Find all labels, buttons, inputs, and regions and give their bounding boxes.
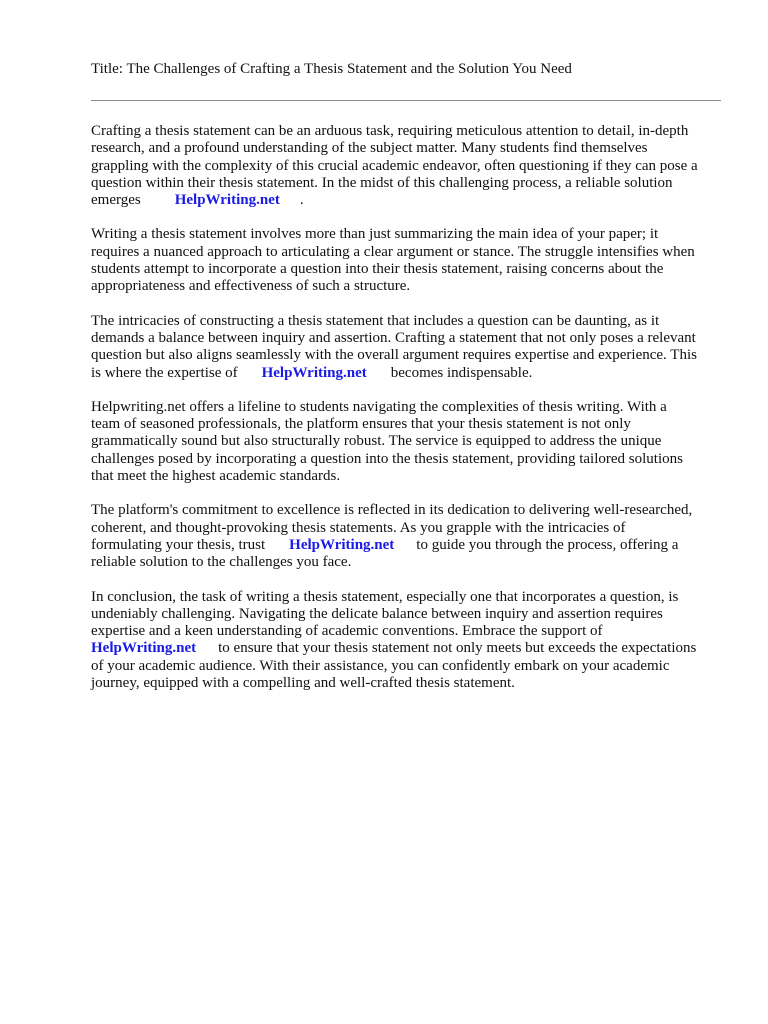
title-divider [91, 100, 721, 101]
text-segment: is where the expertise of [91, 364, 238, 381]
text-line: team of seasoned professionals, the platform ensures that your thesis statement is not only [91, 416, 631, 433]
text-segment: emerges [91, 192, 141, 209]
text-line: In conclusion, the task of writing a thesis statement, especially one that incorporates a question, is [91, 588, 679, 605]
text-segment: to ensure that your thesis statement not only meets but exceeds the expectations [218, 640, 697, 657]
text-line: that meet the highest academic standards. [91, 468, 341, 485]
text-segment: becomes indispensable. [390, 364, 533, 381]
paragraph-1 [91, 123, 731, 209]
paragraph-5 [91, 502, 731, 571]
text-segment: formulating your thesis, trust [91, 536, 266, 553]
helpwriting-link[interactable]: HelpWriting.net [289, 536, 395, 553]
document-title: Title: The Challenges of Crafting a Thesis Statement and the Solution You Need [91, 61, 572, 77]
text-line: journey, equipped with a compelling and well-crafted thesis statement. [91, 675, 515, 692]
text-line: expertise and a keen understanding of academic conventions. Embrace the support of [91, 623, 603, 640]
paragraph-2 [91, 226, 731, 295]
text-line: appropriateness and effectiveness of such a structure. [91, 278, 411, 295]
text-segment: . [299, 192, 304, 209]
text-line: Crafting a thesis statement can be an arduous task, requiring meticulous attention to detail, in-depth [91, 123, 689, 139]
text-line: students attempt to incorporate a question into their thesis statement, raising concerns about the [91, 261, 664, 278]
text-line [91, 640, 731, 657]
text-line: question within their thesis statement. In the midst of this challenging process, a reliable solution [91, 174, 673, 191]
text-line: The intricacies of constructing a thesis statement that includes a question can be daunting, as it [91, 312, 660, 329]
text-line: challenges posed by incorporating a question into the thesis statement, providing tailored solutions [91, 450, 683, 467]
paragraph-6 [91, 589, 731, 693]
text-line: coherent, and thought-provoking thesis statements. As you grapple with the intricacies of [91, 519, 626, 536]
text-line: grammatically sound but also structurally robust. The service is equipped to address the unique [91, 433, 662, 450]
text-line [91, 537, 731, 554]
helpwriting-link[interactable]: HelpWriting.net [174, 192, 280, 209]
text-line: requires a nuanced approach to articulating a clear argument or stance. The struggle intensifies when [91, 243, 695, 260]
text-line: Helpwriting.net offers a lifeline to students navigating the complexities of thesis writing. With a [91, 398, 667, 415]
text-segment: to guide you through the process, offering a [416, 536, 679, 553]
helpwriting-link[interactable]: HelpWriting.net [91, 640, 197, 657]
text-line: reliable solution to the challenges you face. [91, 554, 352, 571]
text-line: undeniably challenging. Navigating the delicate balance between inquiry and assertion requires [91, 605, 663, 622]
paragraph-3 [91, 313, 731, 382]
text-line [91, 365, 731, 382]
helpwriting-link[interactable]: HelpWriting.net [261, 364, 367, 381]
text-line: question but also aligns seamlessly with the overall argument requires expertise and experience. This [91, 347, 697, 364]
text-line [91, 192, 731, 209]
text-line: grappling with the complexity of this crucial academic endeavor, often questioning if they can pose a [91, 157, 698, 174]
text-line: of your academic audience. With their assistance, you can confidently embark on your academic [91, 657, 670, 674]
text-line: research, and a profound understanding of the subject matter. Many students find themselves [91, 140, 648, 157]
text-line: Writing a thesis statement involves more than just summarizing the main idea of your paper; it [91, 226, 659, 243]
document-body [91, 123, 731, 709]
text-line: demands a balance between inquiry and assertion. Crafting a statement that not only poses a relevant [91, 329, 696, 346]
paragraph-4 [91, 399, 731, 485]
text-line: The platform's commitment to excellence is reflected in its dedication to delivering well-researched, [91, 502, 693, 519]
